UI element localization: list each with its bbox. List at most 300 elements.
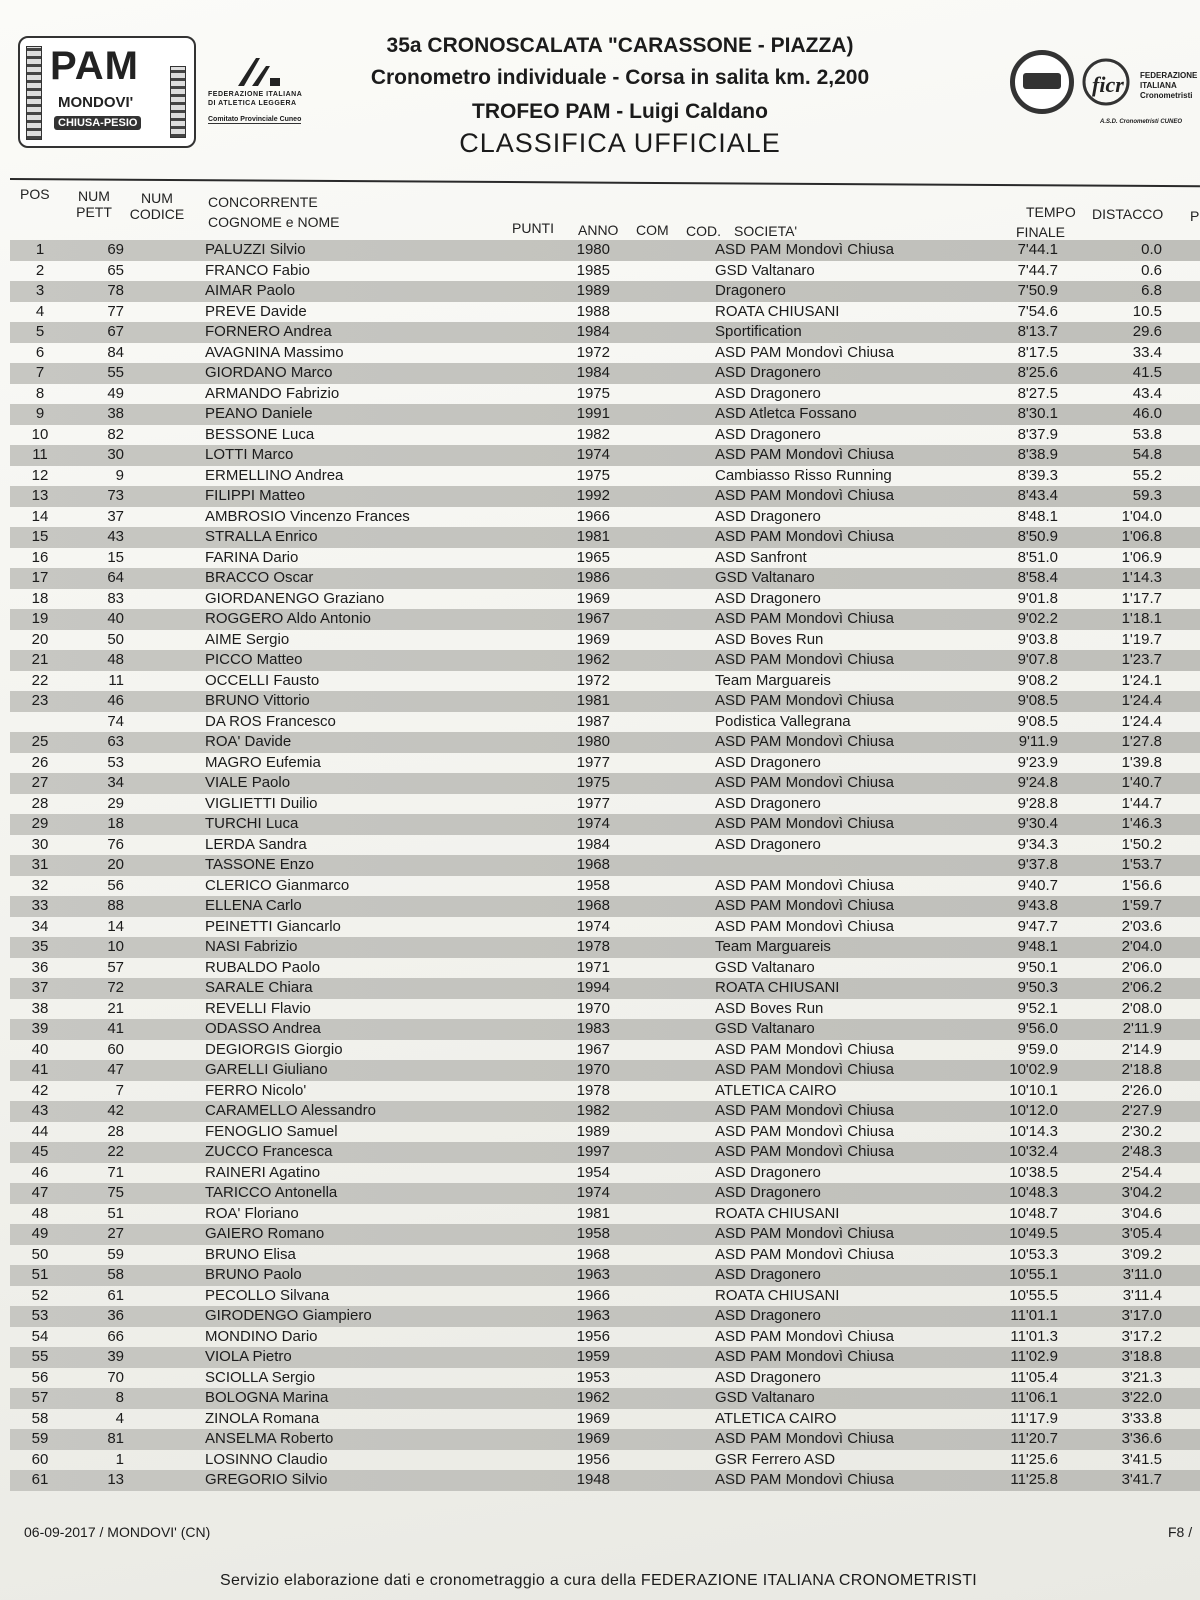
row-bib: 50 <box>107 630 124 648</box>
row-year: 1974 <box>576 917 610 935</box>
ficr-logo <box>1080 56 1200 136</box>
row-club: ASD Dragonero <box>715 794 821 812</box>
row-pos: 28 <box>31 794 49 812</box>
row-gap: 1'24.4 <box>1121 712 1162 730</box>
row-gap: 2'04.0 <box>1121 938 1162 955</box>
row-year: 1977 <box>576 794 610 812</box>
table-row <box>10 691 1200 712</box>
row-year: 1966 <box>576 507 610 525</box>
row-time: 9'37.8 <box>1017 856 1058 873</box>
row-year: 1992 <box>576 487 610 504</box>
row-time: 8'43.4 <box>1017 487 1058 504</box>
row-gap: 1'24.1 <box>1121 671 1162 689</box>
row-pos: 53 <box>31 1307 49 1324</box>
row-name: FILIPPI Matteo <box>205 487 306 504</box>
table-row <box>10 937 1200 958</box>
row-pos: 42 <box>31 1081 49 1099</box>
row-name: PEANO Daniele <box>205 405 313 422</box>
row-bib: 84 <box>107 343 124 361</box>
row-time: 10'02.9 <box>1009 1061 1058 1078</box>
row-year: 1959 <box>576 1348 610 1365</box>
row-name: GAIERO Romano <box>205 1225 325 1242</box>
row-time: 10'48.3 <box>1009 1184 1058 1201</box>
row-pos: 19 <box>31 610 49 627</box>
table-row <box>10 1122 1200 1143</box>
row-club: ROATA CHIUSANI <box>715 302 840 320</box>
row-bib: 20 <box>107 856 124 873</box>
row-bib: 70 <box>107 1368 124 1386</box>
row-gap: 55.2 <box>1132 466 1162 484</box>
row-year: 1968 <box>576 856 610 873</box>
row-time: 8'17.5 <box>1017 343 1058 361</box>
row-bib: 51 <box>107 1204 124 1222</box>
timing-seal-icon <box>1010 50 1074 114</box>
row-name: FERRO Nicolo' <box>205 1081 307 1099</box>
row-pos: 2 <box>35 261 45 279</box>
row-year: 1982 <box>576 1102 610 1119</box>
row-name: BRUNO Elisa <box>205 1245 296 1263</box>
row-time: 9'11.9 <box>1018 733 1058 750</box>
row-pos: 49 <box>31 1225 49 1242</box>
table-row <box>10 1286 1200 1307</box>
table-row <box>10 240 1200 261</box>
row-time: 11'01.3 <box>1010 1327 1058 1345</box>
row-pos: 32 <box>31 876 49 894</box>
row-year: 1984 <box>576 364 610 381</box>
row-club: ASD PAM Mondovì Chiusa <box>715 1471 894 1488</box>
table-row <box>10 978 1200 999</box>
row-bib: 8 <box>115 1389 124 1406</box>
row-bib: 34 <box>107 774 124 791</box>
row-time: 9'24.8 <box>1017 774 1058 791</box>
table-row <box>10 363 1200 384</box>
row-year: 1972 <box>576 671 610 689</box>
row-year: 1967 <box>576 610 610 627</box>
row-bib: 18 <box>107 815 124 832</box>
table-row <box>10 1204 1200 1225</box>
row-club: ASD PAM Mondovì Chiusa <box>715 1143 894 1160</box>
row-pos: 4 <box>35 302 45 320</box>
row-year: 1963 <box>576 1266 610 1283</box>
row-bib: 76 <box>107 835 124 853</box>
row-year: 1974 <box>576 446 610 463</box>
row-pos: 41 <box>31 1061 49 1078</box>
row-pos: 15 <box>31 528 49 545</box>
row-bib: 42 <box>107 1102 124 1119</box>
table-row <box>10 1368 1200 1389</box>
row-bib: 27 <box>107 1225 124 1242</box>
row-club: ASD PAM Mondovì Chiusa <box>715 897 894 914</box>
row-gap: 1'06.8 <box>1121 528 1162 545</box>
row-name: BRUNO Paolo <box>205 1266 302 1283</box>
row-club: GSD Valtanaro <box>715 1020 815 1037</box>
row-name: ROA' Davide <box>205 733 292 750</box>
row-club: ASD Dragonero <box>715 425 821 443</box>
row-time: 9'50.3 <box>1017 979 1058 996</box>
row-club: Dragonero <box>715 282 786 299</box>
table-row <box>10 343 1200 364</box>
row-club: ASD PAM Mondovì Chiusa <box>715 241 894 258</box>
row-time: 11'20.7 <box>1010 1430 1058 1447</box>
row-pos: 10 <box>31 425 49 443</box>
table-row <box>10 650 1200 671</box>
row-name: PECOLLO Silvana <box>205 1286 330 1304</box>
row-year: 1975 <box>576 466 610 484</box>
row-pos: 52 <box>31 1286 49 1304</box>
row-gap: 1'19.7 <box>1121 630 1162 648</box>
row-time: 9'02.2 <box>1017 610 1058 627</box>
row-bib: 75 <box>107 1184 124 1201</box>
row-time: 8'25.6 <box>1017 364 1058 381</box>
row-pos: 34 <box>31 917 49 935</box>
row-time: 9'34.3 <box>1017 835 1058 853</box>
row-club: GSR Ferrero ASD <box>715 1450 836 1468</box>
row-time: 9'56.0 <box>1017 1020 1058 1037</box>
col-com: COM <box>636 222 669 238</box>
row-gap: 2'06.0 <box>1121 958 1162 976</box>
row-year: 1962 <box>576 651 610 668</box>
row-club: ASD Dragonero <box>715 1184 821 1201</box>
row-bib: 46 <box>107 692 124 709</box>
row-name: STRALLA Enrico <box>205 528 318 545</box>
fidal-committee: Comitato Provinciale Cuneo <box>208 116 302 123</box>
row-pos: 5 <box>35 323 45 340</box>
row-pos: 17 <box>31 569 49 586</box>
row-time: 11'06.1 <box>1010 1389 1058 1406</box>
row-gap: 3'09.2 <box>1121 1245 1162 1263</box>
row-time: 11'25.6 <box>1010 1450 1058 1468</box>
col-num-codice: NUM CODICE <box>129 190 185 222</box>
table-row <box>10 261 1200 282</box>
row-name: CARAMELLO Alessandro <box>205 1102 376 1119</box>
row-pos: 39 <box>31 1020 49 1037</box>
row-bib: 78 <box>107 282 124 299</box>
row-bib: 77 <box>107 302 124 320</box>
row-time: 9'28.8 <box>1017 794 1058 812</box>
row-time: 10'14.3 <box>1009 1122 1058 1140</box>
row-name: LERDA Sandra <box>205 835 307 853</box>
row-gap: 46.0 <box>1132 405 1162 422</box>
row-year: 1956 <box>576 1327 610 1345</box>
row-name: LOTTI Marco <box>205 446 294 463</box>
table-row <box>10 1429 1200 1450</box>
row-gap: 2'08.0 <box>1121 999 1162 1017</box>
row-time: 10'12.0 <box>1009 1102 1058 1119</box>
row-name: AVAGNINA Massimo <box>205 343 344 361</box>
row-gap: 3'41.5 <box>1121 1450 1162 1468</box>
row-club: ASD Dragonero <box>715 589 821 607</box>
row-bib: 4 <box>115 1409 124 1427</box>
row-name: OCCELLI Fausto <box>205 671 320 689</box>
row-time: 10'55.5 <box>1009 1286 1058 1304</box>
row-gap: 1'53.7 <box>1121 856 1162 873</box>
row-club: ASD PAM Mondovì Chiusa <box>715 1225 894 1242</box>
row-year: 1981 <box>576 1204 610 1222</box>
table-row <box>10 1101 1200 1122</box>
row-pos: 50 <box>31 1245 49 1263</box>
row-bib: 49 <box>107 384 124 402</box>
table-row <box>10 1327 1200 1348</box>
row-pos: 29 <box>31 815 49 832</box>
row-year: 1970 <box>576 999 610 1017</box>
event-title: 35a CRONOSCALATA "CARASSONE - PIAZZA) <box>386 34 854 57</box>
row-club: ASD Dragonero <box>715 507 821 525</box>
row-time: 10'48.7 <box>1009 1204 1058 1222</box>
row-bib: 47 <box>107 1061 124 1078</box>
row-name: PALUZZI Silvio <box>205 241 306 258</box>
row-time: 10'49.5 <box>1009 1225 1058 1242</box>
row-gap: 29.6 <box>1132 323 1162 340</box>
row-year: 1974 <box>576 1184 610 1201</box>
col-punti: PUNTI <box>512 220 554 236</box>
row-year: 1985 <box>576 261 610 279</box>
col-cognome-nome: COGNOME e NOME <box>208 214 340 230</box>
row-pos: 33 <box>31 897 49 914</box>
row-pos: 36 <box>31 958 49 976</box>
row-gap: 2'26.0 <box>1121 1081 1162 1099</box>
row-pos: 3 <box>35 282 45 299</box>
row-club: ASD Atletca Fossano <box>715 405 857 422</box>
row-name: AIME Sergio <box>205 630 290 648</box>
row-time: 7'54.6 <box>1017 302 1058 320</box>
table-row <box>10 425 1200 446</box>
table-row <box>10 1409 1200 1430</box>
row-gap: 1'17.7 <box>1121 589 1162 607</box>
tower-left-graphic <box>26 46 42 140</box>
pam-logo-city: MONDOVI' <box>58 94 134 111</box>
row-year: 1977 <box>576 753 610 771</box>
row-gap: 1'24.4 <box>1121 692 1162 709</box>
row-gap: 3'41.7 <box>1121 1471 1162 1488</box>
table-row <box>10 855 1200 876</box>
row-pos: 37 <box>31 979 49 996</box>
row-bib: 22 <box>107 1143 124 1160</box>
row-year: 1970 <box>576 1061 610 1078</box>
row-pos: 12 <box>31 466 49 484</box>
table-row <box>10 630 1200 651</box>
row-gap: 0.6 <box>1141 261 1162 279</box>
row-gap: 41.5 <box>1132 364 1162 381</box>
table-row <box>10 1470 1200 1491</box>
row-time: 10'38.5 <box>1009 1163 1058 1181</box>
row-gap: 53.8 <box>1132 425 1162 443</box>
row-time: 7'50.9 <box>1017 282 1058 299</box>
row-gap: 3'17.2 <box>1121 1327 1162 1345</box>
row-year: 1991 <box>576 405 610 422</box>
row-club: GSD Valtanaro <box>715 569 815 586</box>
row-club: ATLETICA CAIRO <box>715 1081 837 1099</box>
footer-page: F8 / <box>1168 1524 1193 1540</box>
col-distacco: DISTACCO <box>1092 206 1164 222</box>
row-bib: 37 <box>107 507 124 525</box>
row-club: Team Marguareis <box>715 671 831 689</box>
row-club: ASD Dragonero <box>715 835 821 853</box>
row-gap: 1'14.3 <box>1121 569 1162 586</box>
row-club: ASD PAM Mondovì Chiusa <box>715 774 894 791</box>
col-finale: FINALE <box>1016 224 1066 240</box>
table-row <box>10 404 1200 425</box>
tower-right-graphic <box>170 66 186 138</box>
row-name: PICCO Matteo <box>205 651 303 668</box>
table-row <box>10 466 1200 487</box>
row-bib: 59 <box>107 1245 124 1263</box>
row-time: 8'48.1 <box>1017 507 1058 525</box>
row-time: 8'38.9 <box>1017 446 1058 463</box>
row-pos: 25 <box>31 733 49 750</box>
row-gap: 1'59.7 <box>1121 897 1162 914</box>
row-pos: 14 <box>31 507 49 525</box>
row-name: ANSELMA Roberto <box>205 1430 334 1447</box>
row-gap: 2'54.4 <box>1121 1163 1162 1181</box>
table-row <box>10 876 1200 897</box>
row-club: ASD PAM Mondovì Chiusa <box>715 1348 894 1365</box>
row-year: 1958 <box>576 1225 610 1242</box>
row-name: LOSINNO Claudio <box>205 1450 328 1468</box>
row-pos: 46 <box>31 1163 49 1181</box>
row-club: Sportification <box>715 323 802 340</box>
row-name: GARELLI Giuliano <box>205 1061 328 1078</box>
row-time: 11'05.4 <box>1010 1368 1058 1386</box>
table-row <box>10 1265 1200 1286</box>
row-year: 1980 <box>576 241 610 258</box>
row-year: 1968 <box>576 1245 610 1263</box>
row-gap: 3'04.2 <box>1121 1184 1162 1201</box>
header-divider <box>10 178 1200 187</box>
col-extra: P <box>1190 208 1200 224</box>
row-name: VIOLA Pietro <box>205 1348 292 1365</box>
trophy-title: TROFEO PAM - Luigi Caldano <box>472 100 768 123</box>
row-year: 1972 <box>576 343 610 361</box>
row-club: ASD PAM Mondovì Chiusa <box>715 876 894 894</box>
row-club: ASD PAM Mondovì Chiusa <box>715 1102 894 1119</box>
row-bib: 71 <box>107 1163 124 1181</box>
row-name: BRACCO Oscar <box>205 569 314 586</box>
row-year: 1969 <box>576 1409 610 1427</box>
row-name: GIORDANENGO Graziano <box>205 589 385 607</box>
row-name: REVELLI Flavio <box>205 999 311 1017</box>
row-club: ASD PAM Mondovì Chiusa <box>715 487 894 504</box>
row-gap: 2'30.2 <box>1121 1122 1162 1140</box>
table-row <box>10 302 1200 323</box>
row-bib: 58 <box>107 1266 124 1283</box>
row-club: ASD Dragonero <box>715 1163 821 1181</box>
row-year: 1963 <box>576 1307 610 1324</box>
table-row <box>10 486 1200 507</box>
row-pos: 38 <box>31 999 49 1017</box>
row-club: ASD PAM Mondovì Chiusa <box>715 446 894 463</box>
row-bib: 30 <box>107 446 124 463</box>
row-time: 7'44.1 <box>1017 241 1058 258</box>
row-gap: 0.0 <box>1141 241 1162 258</box>
row-time: 9'50.1 <box>1017 958 1058 976</box>
row-bib: 1 <box>115 1450 124 1468</box>
row-time: 9'07.8 <box>1017 651 1058 668</box>
row-name: ODASSO Andrea <box>205 1020 321 1037</box>
row-club: GSD Valtanaro <box>715 1389 815 1406</box>
row-year: 1980 <box>576 733 610 750</box>
row-name: FARINA Dario <box>205 548 299 566</box>
row-pos: 26 <box>31 753 49 771</box>
row-club: ASD PAM Mondovì Chiusa <box>715 610 894 627</box>
table-row <box>10 896 1200 917</box>
row-name: MAGRO Eufemia <box>205 753 321 771</box>
col-concorrente: CONCORRENTE <box>208 194 318 210</box>
row-pos: 21 <box>31 651 49 668</box>
row-time: 11'02.9 <box>1010 1348 1058 1365</box>
row-club: Cambiasso Risso Running <box>715 466 892 484</box>
row-year: 1978 <box>576 1081 610 1099</box>
row-name: SARALE Chiara <box>205 979 313 996</box>
row-pos: 55 <box>31 1348 49 1365</box>
row-time: 11'01.1 <box>1010 1307 1058 1324</box>
table-row <box>10 1163 1200 1184</box>
row-name: VIALE Paolo <box>205 774 291 791</box>
row-club: ROATA CHIUSANI <box>715 979 840 996</box>
table-row <box>10 507 1200 528</box>
row-pos: 23 <box>31 692 49 709</box>
row-bib: 48 <box>107 651 124 668</box>
row-name: GIORDANO Marco <box>205 364 333 381</box>
row-club: ASD PAM Mondovì Chiusa <box>715 1327 894 1345</box>
row-gap: 3'18.8 <box>1121 1348 1162 1365</box>
row-bib: 57 <box>107 958 124 976</box>
row-bib: 83 <box>107 589 124 607</box>
table-row <box>10 712 1200 733</box>
row-club: ASD Dragonero <box>715 1307 821 1324</box>
table-row <box>10 384 1200 405</box>
row-time: 9'01.8 <box>1017 589 1058 607</box>
ficr-sub: A.S.D. Cronometristi CUNEO <box>1100 119 1183 125</box>
row-gap: 3'11.0 <box>1122 1266 1162 1283</box>
row-time: 9'47.7 <box>1017 917 1058 935</box>
row-name: GREGORIO Silvio <box>205 1471 328 1488</box>
row-name: DEGIORGIS Giorgio <box>205 1040 343 1058</box>
row-name: AIMAR Paolo <box>205 282 296 299</box>
row-name: RAINERI Agatino <box>205 1163 321 1181</box>
row-time: 9'48.1 <box>1017 938 1058 955</box>
col-num-pett: NUM PETT <box>76 188 112 220</box>
row-bib: 81 <box>107 1430 124 1447</box>
row-club: ASD PAM Mondovì Chiusa <box>715 1061 894 1078</box>
row-time: 9'03.8 <box>1017 630 1058 648</box>
table-row <box>10 773 1200 794</box>
row-bib: 14 <box>107 917 124 935</box>
row-name: ROGGERO Aldo Antonio <box>205 610 371 627</box>
row-year: 1981 <box>576 528 610 545</box>
row-club: ASD Boves Run <box>715 999 824 1017</box>
row-name: PREVE Davide <box>205 302 307 320</box>
row-gap: 43.4 <box>1132 384 1162 402</box>
row-pos: 56 <box>31 1368 49 1386</box>
row-name: FENOGLIO Samuel <box>205 1122 338 1140</box>
row-bib: 55 <box>107 364 124 381</box>
col-tempo: TEMPO <box>1026 204 1076 220</box>
row-bib: 28 <box>107 1122 124 1140</box>
row-gap: 2'18.8 <box>1121 1061 1162 1078</box>
row-name: AMBROSIO Vincenzo Frances <box>205 507 410 525</box>
row-bib: 69 <box>107 241 124 258</box>
row-year: 1974 <box>576 815 610 832</box>
table-row <box>10 527 1200 548</box>
row-name: BRUNO Vittorio <box>205 692 310 709</box>
row-year: 1953 <box>576 1368 610 1386</box>
row-name: FRANCO Fabio <box>205 261 311 279</box>
row-bib: 36 <box>107 1307 124 1324</box>
table-row <box>10 671 1200 692</box>
col-anno: ANNO <box>578 222 619 238</box>
table-row <box>10 281 1200 302</box>
row-time: 11'17.9 <box>1010 1409 1058 1427</box>
